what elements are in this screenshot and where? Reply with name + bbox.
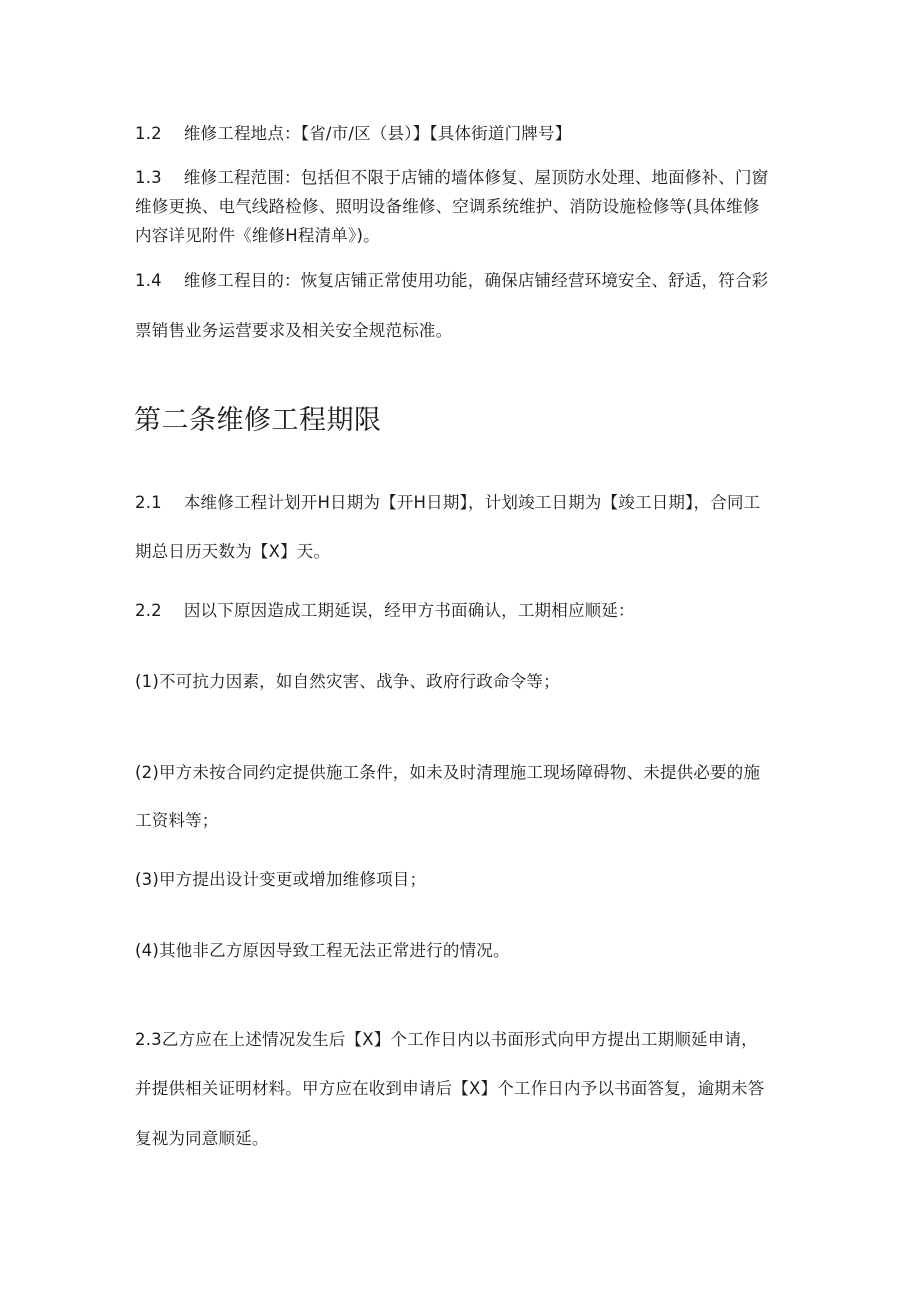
list-item-3: (3)甲方提出设计变更或增加维修项目； [135,870,427,889]
section-heading: 第二条维修工程期限 [134,405,382,436]
clause-1-4-line-2: 票销售业务运营要求及相关安全规范标准。 [135,321,453,340]
clause-text: 维修工程地点：【省/市/区（县）】【具体街道门牌号】 [183,124,572,143]
clause-text: 因以下原因造成工期延误，经甲方书面确认，工期相应顺延： [183,601,635,620]
clause-2-3-line-2: 并提供相关证明材料。甲方应在收到申请后【X】个工作日内予以书面答复，逾期未答 [135,1079,765,1098]
list-item-2-line-1: (2)甲方未按合同约定提供施工条件，如未及时清理施工现场障碍物、未提供必要的施 [135,763,761,782]
clause-1-2-line-1 [135,123,795,145]
clause-number: 1.3 [135,168,162,187]
clause-2-1-line-2: 期总日历天数为【X】天。 [135,542,331,561]
clause-number: 2.2 [135,601,162,620]
clause-text: 维修工程范围：包括但不限于店铺的墙体修复、屋顶防水处理、地面修补、门窗 [183,168,769,187]
clause-text: 维修工程目的：恢复店铺正常使用功能，确保店铺经营环境安全、舒适，符合彩 [183,271,769,290]
clause-1-3-line-1 [135,167,795,189]
clause-number: 2.1 [135,493,162,512]
clause-2-2-line-1 [135,600,795,622]
clause-1-3-line-2: 维修更换、电气线路检修、照明设备维修、空调系统维护、消防设施检修等(具体维修 [135,197,760,216]
clause-2-3-line-3: 复视为同意顺延。 [135,1129,269,1148]
list-item-1: (1)不可抗力因素，如自然灾害、战争、政府行政命令等； [135,672,560,691]
clause-1-4-line-1 [135,270,795,292]
clause-text: 本维修工程计划开H日期为【开H日期】，计划竣工日期为【竣工日期】，合同工 [183,493,761,512]
list-item-2-line-2: 工资料等； [135,811,219,830]
clause-2-3-line-1: 2.3乙方应在上述情况发生后【X】个工作日内以书面形式向甲方提出工期顺延申请， [135,1030,758,1049]
clause-1-3-line-3: 内容详见附件《维修H程清单》)。 [135,226,380,245]
clause-number: 1.4 [135,271,162,290]
clause-2-1-line-1 [135,492,795,514]
list-item-4: (4)其他非乙方原因导致工程无法正常进行的情况。 [135,941,510,960]
clause-number: 1.2 [135,124,162,143]
